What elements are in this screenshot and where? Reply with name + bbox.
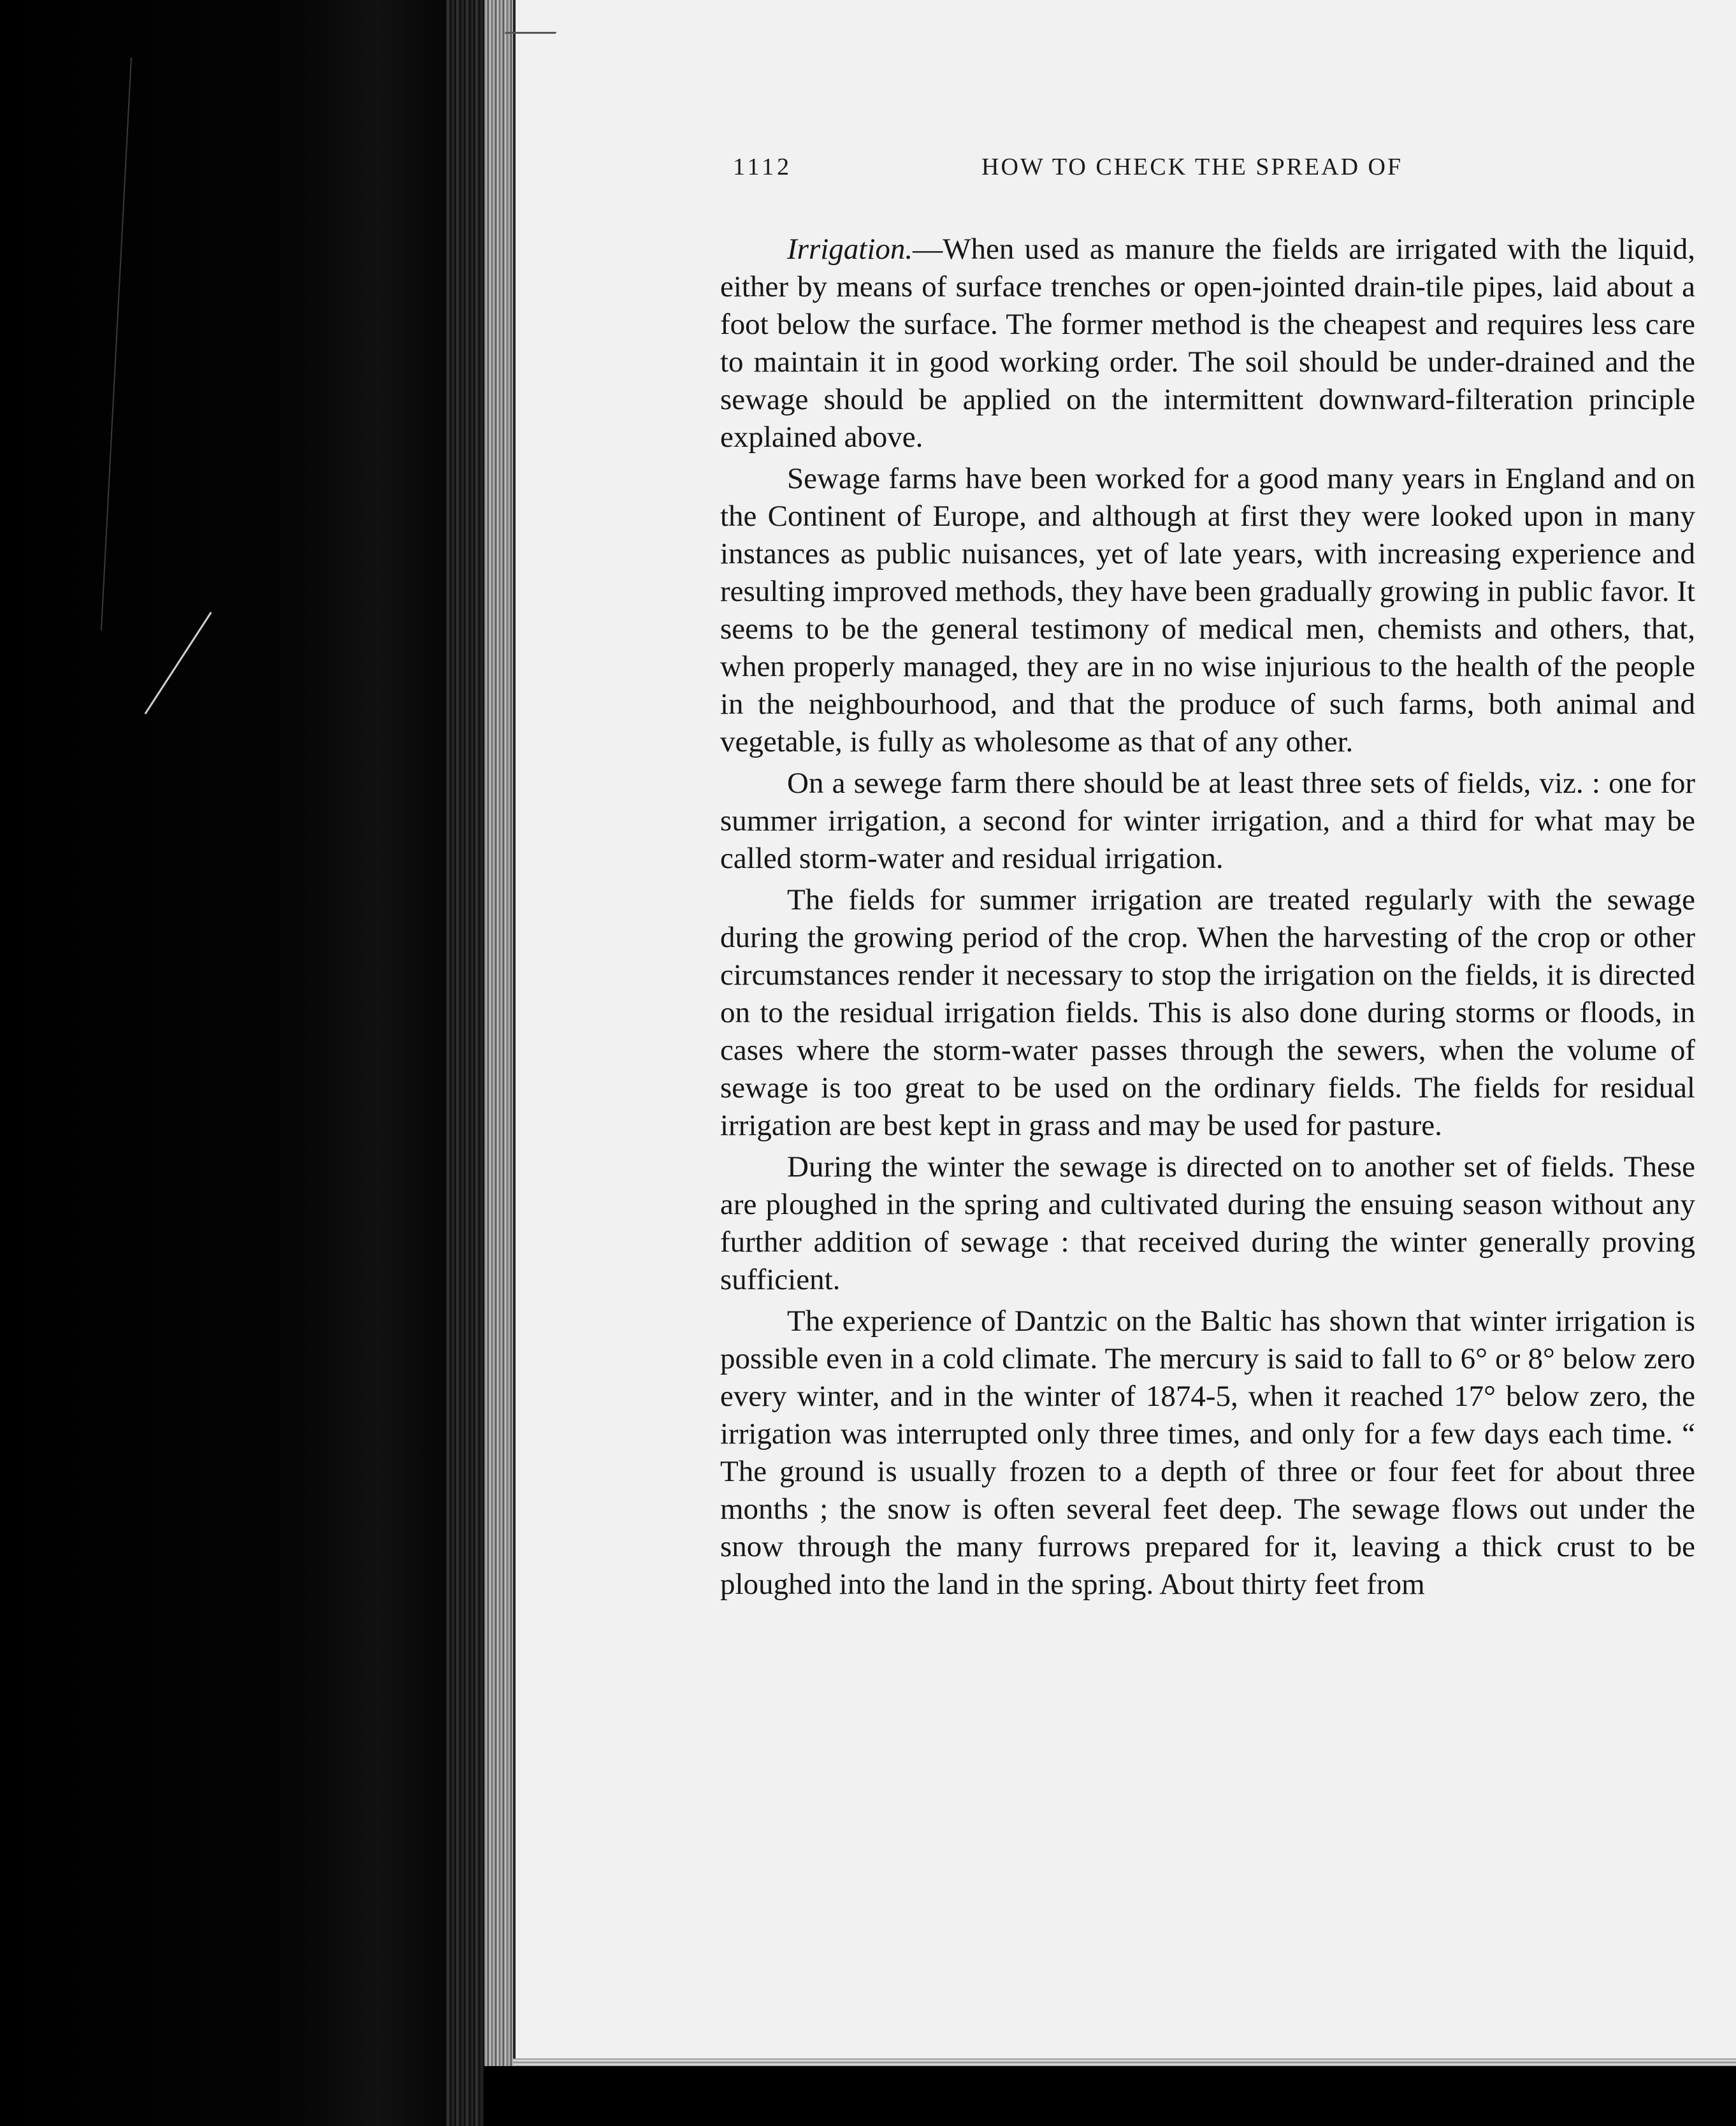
paragraph-winter-sewage: During the winter the sewage is directed on to another set of fields. These are ploughed in the spring and cultivated during the ensuing season without any further addition of sewage : that received during the winter generally proving sufficient. — [720, 1150, 1695, 1296]
paragraph-summer-irrigation: The fields for summer irrigation are treated regularly with the sewage during the growing period of the crop. When the harvesting of the crop or other circumstances render it necessary to stop the irrigation on the fields, it is directed on to the residual irrigation fields. This is also done during storms or floods, in cases where the storm-water passes through the sewers, when the volume of sewage is too great to be used on the ordinary fields. The fields for residual irrigation are best kept in grass and may be used for pasture. — [720, 883, 1695, 1142]
body-text — [720, 231, 1695, 1607]
paragraph-three-sets: On a sewege farm there should be at least three sets of fields, viz. : one for summer irrigation, a second for winter irrigation, and a third for what may be called storm-water and residual irrigation. — [720, 767, 1695, 875]
running-title: HOW TO CHECK THE SPREAD OF — [981, 154, 1403, 180]
running-head — [733, 153, 1689, 191]
book-cover — [0, 0, 484, 2126]
background-below-page — [484, 2066, 1736, 2126]
paragraph-sewage-farms: Sewage farms have been worked for a good many years in England and on the Continent of Europe, and although at first they were looked upon in many instances as public nuisances, yet of late years, with increasing experience and resulting improved methods, they have been gradually growing in public favor. It seems to be the general testimony of medical men, chemists and others, that, when properly managed, they are in no wise injurious to the health of the people in the neighbourhood, and that the produce of such farms, both animal and vegetable, is fully as wholesome as that of any other. — [720, 462, 1695, 758]
page-bottom-edge — [513, 2058, 1736, 2066]
page-number: 1112 — [733, 154, 793, 180]
paragraph-dantzic: The experience of Dantzic on the Baltic has shown that winter irrigation is possible even in a cold climate. The mercury is said to fall to 6° or 8° below zero every winter, and in the winter of 1874-5, when it reached 17° below zero, the irrigation was interrupted only three times, and only for a few days each time. “ The ground is usually frozen to a depth of three or four feet for about three months ; the snow is often several feet deep. The sewage flows out under the snow through the many furrows prepared for it, leaving a thick crust to be ploughed into the land in the spring. About thirty feet from — [720, 1305, 1695, 1601]
paragraph-text: —When used as manure the fields are irrigated with the liquid, either by means of surface trenches or open-jointed drain-tile pipes, laid about a foot below the surface. The former method is the cheapest and requires less care to maintain it in good working order. The soil should be under-drained and the sewage should be applied on the intermittent downward-filteration principle explained above. — [720, 233, 1695, 454]
paragraph-irrigation — [720, 231, 1695, 456]
paragraph-lead: Irrigation. — [787, 233, 913, 266]
